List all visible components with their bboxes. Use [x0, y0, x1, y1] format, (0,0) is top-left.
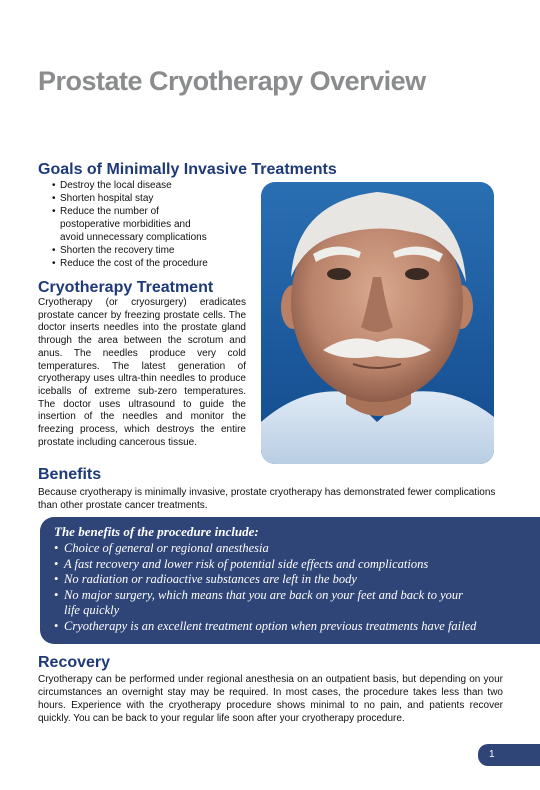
benefits-list — [54, 541, 540, 634]
recovery-body: Cryotherapy can be performed under regional anesthesia on an outpatient basis, but depending on your circumstances an overnight stay may be required. In most cases, the procedure takes less than two hours. Experience with the cryotherapy procedure shows minimal to no pain, and patients recover quickly. You can be back to your regular life soon after your cryotherapy procedure. — [38, 674, 503, 724]
page-number: 1 — [478, 744, 540, 766]
cryotherapy-body: Cryotherapy (or cryosurgery) eradicates prostate cancer by freezing prostate cells. The doctor inserts needles into the prostate gland through the area between the scrotum and anus. The needles produce very cold temperatures. The latest generation of cryotherapy uses ultra-thin needles to produce iceballs of extreme sub-zero temperatures. The doctor uses ultrasound to guide the insertion of the needles and monitor the freezing process, which destroys the entire prostate including cancerous tissue. — [38, 297, 246, 448]
list-item: • Destroy the local disease — [52, 179, 272, 192]
goals-heading: Goals of Minimally Invasive Treatments — [38, 161, 337, 178]
page-title: Prostate Cryotherapy Overview — [38, 66, 426, 96]
cryotherapy-heading: Cryotherapy Treatment — [38, 279, 214, 296]
benefits-heading: Benefits — [38, 466, 102, 483]
goals-list — [52, 179, 272, 270]
benefits-intro: Because cryotherapy is minimally invasive, prostate cryotherapy has demonstrated fewer complications than other prostate cancer treatments. — [38, 487, 496, 511]
portrait-image — [261, 182, 494, 464]
list-item: • Cryotherapy is an excellent treatment option when previous treatments have failed — [54, 619, 540, 635]
list-item: • Shorten hospital stay — [52, 192, 272, 205]
list-item: • No radiation or radioactive substances are left in the body — [54, 572, 540, 588]
list-item: • Reduce the number of postoperative morbidities and avoid unnecessary complications — [52, 205, 210, 244]
list-item: • Reduce the cost of the procedure — [52, 257, 272, 270]
elderly-man-portrait-icon — [261, 182, 494, 464]
benefits-callout — [40, 517, 540, 644]
list-item: • A fast recovery and lower risk of potential side effects and complications — [54, 557, 540, 573]
benefits-box-title: The benefits of the procedure include: — [54, 524, 259, 539]
list-item: • No major surgery, which means that you are back on your feet and back to your life quickly — [54, 588, 464, 619]
list-item: • Choice of general or regional anesthesia — [54, 541, 540, 557]
recovery-heading: Recovery — [38, 654, 111, 671]
list-item: • Shorten the recovery time — [52, 244, 272, 257]
